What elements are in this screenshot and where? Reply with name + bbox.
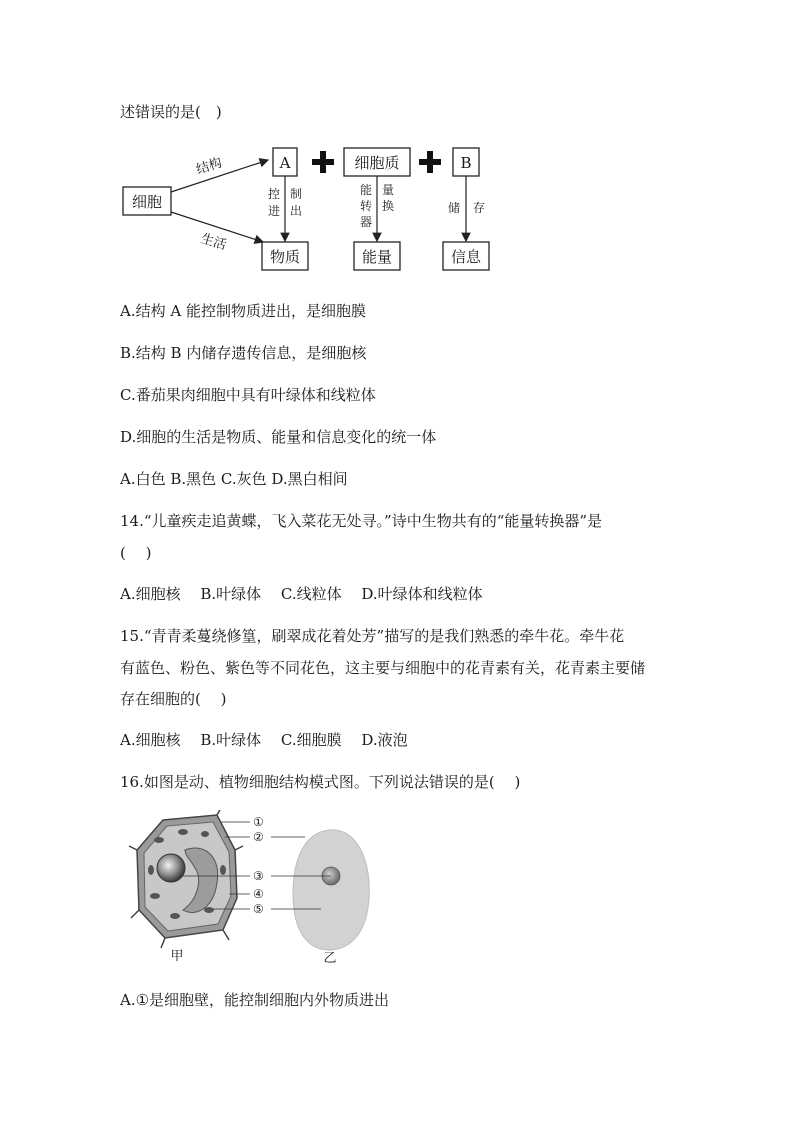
cell-function-svg — [118, 140, 498, 280]
chloroplast — [150, 893, 160, 899]
q15-stem-line2: 有蓝色、粉色、紫色等不同花色，这主要与细胞中的花青素有关，花青素主要储 — [120, 659, 646, 677]
matter-label: 物质 — [269, 248, 301, 266]
label-5: ⑤ — [253, 902, 264, 916]
info-label: 信息 — [450, 248, 482, 266]
chloroplast — [204, 907, 214, 913]
cell-box-label: 细胞 — [131, 193, 163, 211]
store-left-label: 储 — [448, 201, 461, 215]
convert-right-label: 量换 — [382, 183, 395, 213]
animal-caption: 乙 — [323, 951, 337, 966]
animal-cell — [293, 830, 369, 950]
store-right-label: 存 — [473, 201, 486, 215]
box-b-label: B — [460, 154, 472, 172]
control-right-label: 制出 — [290, 187, 303, 218]
q13-stem-tail: 述错误的是( ) — [120, 103, 222, 121]
q13-option-a: A.结构 A 能控制物质进出，是细胞膜 — [120, 302, 366, 320]
label-1: ① — [253, 815, 264, 829]
q13-option-d: D.细胞的生活是物质、能量和信息变化的统一体 — [120, 428, 437, 446]
chloroplast — [220, 865, 226, 875]
nucleus — [157, 854, 185, 882]
chloroplast — [154, 837, 164, 843]
chloroplast — [178, 829, 188, 835]
life-label: 生活 — [198, 231, 229, 254]
q13-option-b: B.结构 B 内储存遗传信息，是细胞核 — [120, 344, 367, 362]
cell-structure-figure — [125, 810, 385, 974]
q14-stem-line2: ( ) — [120, 544, 152, 562]
chloroplast — [201, 831, 209, 837]
plus-icon — [427, 151, 433, 173]
plus-icon — [320, 151, 326, 173]
q15-options: A.细胞核 B.叶绿体 C.细胞膜 D.液泡 — [120, 731, 408, 749]
plant-cell — [129, 810, 243, 948]
energy-label: 能量 — [361, 248, 393, 266]
cell-function-diagram — [118, 140, 498, 284]
label-3: ③ — [253, 869, 264, 883]
animal-cell-body — [293, 830, 369, 950]
chloroplast — [170, 913, 180, 919]
label-4: ④ — [253, 887, 264, 901]
label-2: ② — [253, 830, 264, 844]
q14-stem-line1: 14.“儿童疾走追黄蝶，飞入菜花无处寻。”诗中生物共有的“能量转换器”是 — [120, 512, 603, 530]
q14-options: A.细胞核 B.叶绿体 C.线粒体 D.叶绿体和线粒体 — [120, 585, 483, 603]
q13-extra-options: A.白色 B.黑色 C.灰色 D.黑白相间 — [120, 470, 348, 488]
q16-option-a: A.①是细胞壁，能控制细胞内外物质进出 — [120, 991, 390, 1009]
box-a-label: A — [279, 154, 291, 172]
cytoplasm-label: 细胞质 — [354, 154, 400, 172]
q15-stem-line3: 存在细胞的( ) — [120, 690, 227, 708]
chloroplast — [148, 865, 154, 875]
q13-option-c: C.番茄果肉细胞中具有叶绿体和线粒体 — [120, 386, 376, 404]
structure-label: 结构 — [194, 155, 224, 178]
control-left-label: 控进 — [268, 187, 281, 218]
cell-structure-svg — [125, 810, 385, 970]
convert-left-label: 能转器 — [360, 183, 373, 229]
plant-caption: 甲 — [170, 949, 184, 964]
q15-stem-line1: 15.“青青柔蔓绕修篁，刷翠成花着处芳”描写的是我们熟悉的牵牛花。牵牛花 — [120, 627, 625, 645]
q16-stem: 16.如图是动、植物细胞结构模式图。下列说法错误的是( ) — [120, 773, 521, 791]
